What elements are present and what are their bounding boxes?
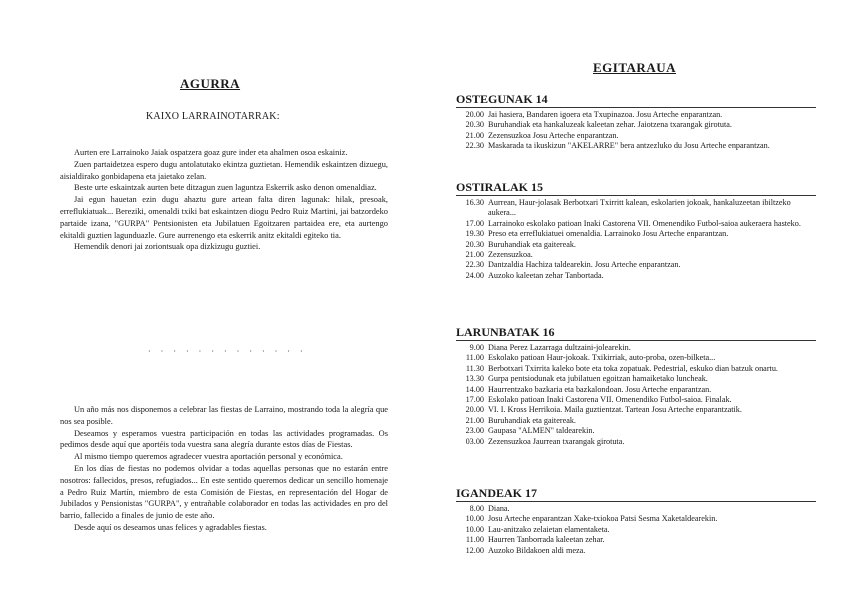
spanish-paragraph: Al mismo tiempo queremos agradecer vuestra aportación personal y económica. (74, 452, 343, 462)
event-row (456, 131, 816, 141)
event-row (456, 525, 816, 535)
event-row (456, 374, 816, 384)
day-block-saturday (456, 325, 816, 447)
agurra-title: AGURRA (180, 76, 241, 91)
event-time: 8.00 (469, 504, 484, 513)
event-row (456, 229, 816, 239)
day-block-friday (456, 180, 816, 281)
event-row (456, 385, 816, 395)
basque-paragraph: Jai egun hauetan ezin dugu ahaztu gure artean falta diren lagunak: hilak, presoak, erreflukiatuak... Bereziki, omenaldi txiki bat eskaintzen diogu Pedro Ruiz Martini, jai batzordeko partaide izana, "GURPA" Pentsionisten eta Jubilatuen Egoitzaren partaidea ere, eta aurtengo ekitaldi guztien lagunduazle. Gure aurrenengo eta eskerrik anitz ekitaldi egiteko tia. (60, 195, 388, 240)
event-row (456, 271, 816, 281)
event-time: 14.00 (465, 384, 484, 394)
event-time: 03.00 (465, 436, 484, 446)
event-text: Preso eta erreflukiatuei omenaldia. Larrainoko Josu Arteche enparantzan. (488, 229, 729, 239)
basque-paragraph: Aurten ere Larrainoko Jaiak ospatzera goaz gure inder eta ahalmen osoa eskainiz. (74, 148, 348, 157)
spanish-paragraph: Un año más nos disponemos a celebrar las fiestas de Larraino, mostrando toda la alegría que nos sea posible. (60, 405, 388, 426)
event-text: Diana Perez Lazarraga dultzaini-jolearekin. (488, 343, 631, 352)
spanish-paragraph: Desde aquí os deseamos unas felices y agradables fiestas. (74, 522, 267, 532)
event-row (456, 343, 816, 353)
event-text: Diana. (488, 504, 510, 513)
event-row (456, 405, 816, 415)
event-text: Maskarada ta ikuskizun "AKELARRE" bera antzezluko du Josu Arteche enparantzan. (488, 141, 770, 151)
greeting: KAIXO LARRAINOTARRAK: (146, 111, 280, 122)
event-time: 20.30 (465, 120, 484, 130)
event-text: Buruhandiak eta gaitereak. (488, 239, 576, 249)
event-row (456, 437, 816, 447)
event-text: Zezensuzkoa Josu Arteche enparantzan. (488, 130, 619, 140)
right-page (421, 0, 842, 596)
event-time: 13.30 (465, 374, 484, 384)
event-time: 21.00 (465, 250, 484, 260)
event-time: 10.00 (465, 514, 484, 524)
event-row (456, 546, 816, 556)
spanish-paragraph: En los días de fiestas no podemos olvidar a todas aquellas personas que no estarán entre nosotros: fallecidos, presos, refugiados... En este sentido queremos dedicar un sencillo homenaje a Pedro Ruiz Martín, miembro de esta Comisión de Fiestas, en representación del Hogar de Jubilados y Pensionistas "GURPA", y entrañable colaborador en todas las actividades en pro del barrio, fallecido a finales de junio de este año. (60, 463, 388, 521)
event-text: Aurrean, Haur-jolasak Berbotxari Txirritt kalean, eskolarien jokoak, hankaluzeetan ibiltzeko aukera... (488, 198, 791, 218)
event-time: 17.00 (465, 395, 484, 405)
event-text: Dantzaldia Hachiza taldearekin. Josu Arteche enparantzan. (488, 260, 681, 270)
event-text: VI. I. Kross Herrikoia. Maila guztientzat. Tartean Josu Arteche enparantzatik. (488, 405, 742, 415)
event-row (456, 141, 816, 151)
event-text: Berbotxari Txirrita kaleko bote eta toka zopatuak. Pedestrial, eskuko dian batzuk onartu. (488, 363, 778, 373)
day-block-sunday (456, 486, 816, 556)
event-time: 24.00 (465, 270, 484, 280)
event-text: Gaupasa "ALMEN" taldearekin. (488, 426, 595, 436)
separator-dots: · · · · · · · · · · · · · (148, 347, 307, 356)
spanish-text (60, 404, 388, 534)
event-time: 10.00 (465, 524, 484, 534)
event-time: 11.00 (465, 535, 484, 545)
event-text: Haurrentzako bazkaria eta bazkalondoan. Josu Arteche enparantzan. (488, 384, 712, 394)
event-time: 12.00 (465, 545, 484, 555)
event-row (456, 535, 816, 545)
event-time: 21.00 (465, 415, 484, 425)
event-text: Larrainoko eskolako patioan Inaki Castorena VII. Omenendiko Futbol-saioa aukeraera hasteko. (488, 218, 801, 228)
event-row (456, 395, 816, 405)
event-time: 9.00 (469, 343, 484, 352)
event-text: Haurren Tanborrada kaleetan zehar. (488, 535, 605, 545)
basque-paragraph: Hemendik denori jai zoriontsuak opa dizkizugu guztiei. (74, 242, 261, 252)
event-row (456, 120, 816, 130)
event-text: Jai hasiera, Bandaren igoera eta Txupinazoa. Josu Arteche enparantzan. (488, 110, 723, 119)
spanish-paragraph: Deseamos y esperamos vuestra participación en todas las actividades programadas. Os pedimos desde aquí que aportéis toda vuestra sana alegría durante estos días de Fiestas. (60, 428, 388, 450)
event-time: 21.00 (465, 130, 484, 140)
egitaraua-title: EGITARAUA (593, 60, 676, 75)
event-row (456, 353, 816, 363)
event-text: Auzoko Bildakoen aldi meza. (488, 545, 586, 555)
event-text: Zezensuzkoa Jaurrean txarangak girotuta. (488, 436, 625, 446)
event-row (456, 364, 816, 374)
day-heading: IGANDEAK 17 (456, 486, 816, 502)
event-text: Lau-anitzako zelaietan elamentaketa. (488, 524, 610, 534)
day-block-thursday (456, 92, 816, 152)
event-text: Buruhandiak eta gaitereak. (488, 415, 576, 425)
event-time: 22.30 (465, 141, 484, 151)
event-row (456, 250, 816, 260)
event-text: Eskolako patioan Inaki Castorena VII. Omenendiko Futbol-saioa. Finalak. (488, 395, 732, 405)
day-heading: OSTEGUNAK 14 (456, 92, 816, 108)
event-time: 11.00 (465, 353, 484, 363)
event-text: Josu Arteche enparantzan Xake-txiokoa Patsi Sesma Xaketaldearekin. (488, 514, 718, 524)
day-heading: LARUNBATAK 16 (456, 325, 816, 341)
event-time: 22.30 (465, 260, 484, 270)
day-heading: OSTIRALAK 15 (456, 180, 816, 196)
event-text: Auzoko kaleetan zehar Tanbortada. (488, 270, 604, 280)
event-row (456, 110, 816, 120)
event-time: 23.00 (465, 426, 484, 436)
event-row (456, 426, 816, 436)
event-time: 20.00 (465, 405, 484, 415)
event-text: Zezensuzkoa. (488, 250, 533, 260)
event-time: 19.30 (465, 229, 484, 239)
event-time: 17.00 (465, 218, 484, 228)
event-time: 20.00 (465, 110, 484, 119)
event-text: Eskolako patioan Haur-jokoak. Txikirriak, auto-proba, ozen-bilketa... (488, 353, 716, 363)
event-row (456, 240, 816, 250)
event-time: 11.30 (465, 363, 484, 373)
event-row (456, 504, 816, 514)
basque-text (60, 147, 388, 253)
event-row (456, 219, 816, 229)
event-row (456, 514, 816, 524)
event-text: Buruhandiak eta hankaluzeak kaleetan zehar. Jaiotzena txarangak girotuta. (488, 120, 732, 130)
event-row (456, 416, 816, 426)
event-row (456, 198, 816, 219)
event-time: 16.30 (465, 198, 484, 207)
event-time: 20.30 (465, 239, 484, 249)
basque-paragraph: Zuen partaidetzea espero dugu antolatutako ekintza guztietan. Hemendik eskaintzen dizuegu, aisialdirako gonbidapena eta jaietako zelan. (60, 159, 388, 181)
basque-paragraph: Beste urte eskaintzak aurten bete ditzagun zuen laguntza Eskerrik asko denon omenaldiaz. (74, 183, 377, 193)
event-text: Gurpa pentsiodunak eta jubilatuen egoitzan hamaiketako luncheak. (488, 374, 708, 384)
event-row (456, 260, 816, 270)
